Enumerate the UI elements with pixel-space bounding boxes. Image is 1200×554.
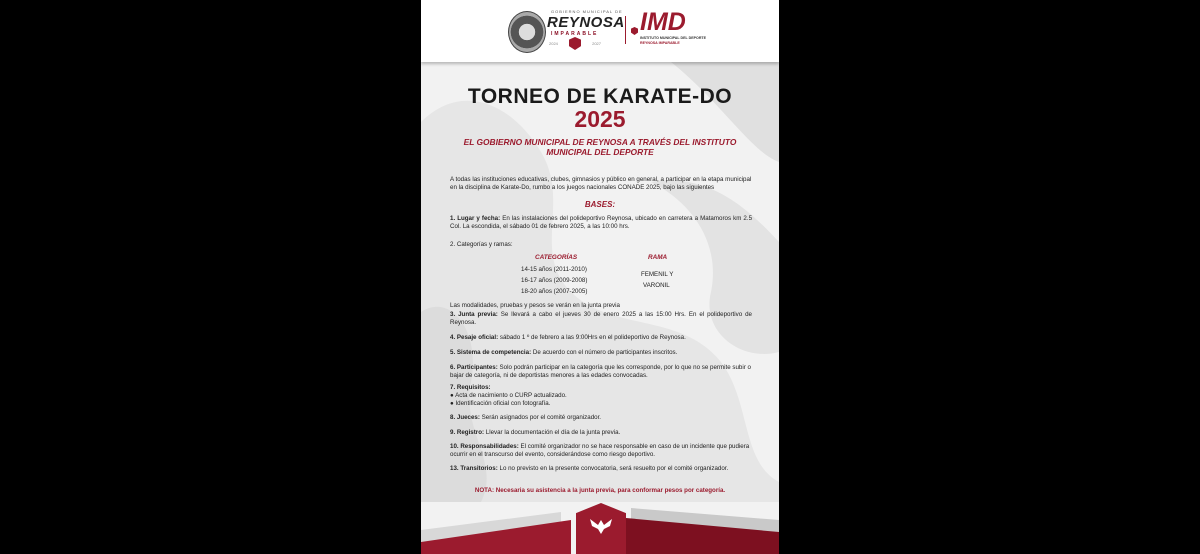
requisito-line: ● Identificación oficial con fotografía. xyxy=(450,399,551,407)
item-label: 10. Responsabilidades: xyxy=(450,443,519,450)
item-text: En las instalaciones del polideportivo Reynosa, ubicado en carretera a Matamoros km 2.5 Col. La escondida, el sábado 01 de febrero 2025, a las 10:00 hrs. xyxy=(450,215,753,230)
year-start: 2024 xyxy=(549,41,558,46)
item-label: 6. Participantes: xyxy=(450,364,498,371)
year-end: 2027 xyxy=(592,41,601,46)
item-text: Lo no previsto en la presente convocatoria, será resuelto por el comité organizador. xyxy=(497,465,729,472)
categoria-item: 18-20 años (2007-2005) xyxy=(521,288,588,295)
item-sistema xyxy=(450,349,752,357)
item-label: 5. Sistema de competencia: xyxy=(450,349,532,356)
municipal-seal-icon xyxy=(508,11,546,53)
item-text: Serán asignados por el comité organizador. xyxy=(479,414,602,421)
imd-logo-text: IMD xyxy=(640,8,686,36)
item-transitorios xyxy=(450,465,752,473)
item-pesaje xyxy=(450,334,752,342)
item-categorias: 2. Categorías y ramas: xyxy=(450,241,513,248)
imd-subtitle: INSTITUTO MUNICIPAL DEL DEPORTE xyxy=(640,36,707,40)
poster-year: 2025 xyxy=(574,106,626,132)
item-label: 9. Registro: xyxy=(450,429,485,436)
requisito-line: ● Acta de nacimiento o CURP actualizado. xyxy=(450,391,567,399)
item-label: 7. Requisitos: xyxy=(450,384,491,391)
poster-title: TORNEO DE KARATE-DO xyxy=(467,85,733,108)
imparable-text: IMPARABLE xyxy=(551,31,599,37)
categoria-item: 14-15 años (2011-2010) xyxy=(521,266,587,273)
imd-subtitle-2: REYNOSA IMPARABLE xyxy=(640,41,680,45)
rama-item: FEMENIL Y xyxy=(641,271,674,278)
header xyxy=(421,0,779,62)
item-text: De acuerdo con el número de participantes inscritos. xyxy=(531,349,678,356)
intro-paragraph: A todas las instituciones educativas, clubes, gimnasios y público en general, a participar en la etapa municipal en la disciplina de Karate-Do, rumbo a los juegos nacionales CONADE 2025, bajo las siguientes xyxy=(450,176,752,191)
item-label: 13. Transitorios: xyxy=(450,465,498,472)
item-text: Solo podrán participar en la categoría que les corresponde, por lo que no se permite subir o bajar de categoría, ni de deportistas menores a las edades convocadas. xyxy=(450,364,751,379)
item-text: Se llevará a cabo el jueves 30 de enero 2025 a las 15:00 Hrs. En el polideportivo de Reynosa. xyxy=(450,311,752,326)
nota-text: NOTA: Necesaria su asistencia a la junta previa, para conformar pesos por categoría. xyxy=(474,487,726,494)
item-junta-previa xyxy=(450,311,752,327)
item-label: 1. Lugar y fecha: xyxy=(450,215,501,222)
item-requisitos xyxy=(450,384,752,407)
item-lugar-fecha xyxy=(450,215,752,231)
item-jueces xyxy=(450,414,752,422)
logo-divider xyxy=(625,16,626,44)
rama-item: VARONIL xyxy=(643,282,670,289)
item-registro xyxy=(450,429,752,437)
poster-subtitle: EL GOBIERNO MUNICIPAL DE REYNOSA A TRAVÉS DEL INSTITUTO MUNICIPAL DEL DEPORTE xyxy=(463,137,737,157)
item-responsabilidades xyxy=(450,443,752,459)
categorias-header: CATEGORÍAS xyxy=(535,254,578,261)
poster xyxy=(421,0,779,554)
bases-heading: BASES: xyxy=(584,200,616,209)
item-text: Llevar la documentación el día de la junta previa. xyxy=(484,429,621,436)
reynosa-logo-text: REYNOSA xyxy=(547,14,625,31)
item-label: 8. Jueces: xyxy=(450,414,480,421)
rama-header: RAMA xyxy=(648,254,668,261)
item-participantes xyxy=(450,364,752,380)
imd-shield-icon xyxy=(631,27,638,35)
item-text: sábado 1 º de febrero a las 9:00Hrs en el polideportivo de Reynosa. xyxy=(498,334,686,341)
item-label: 4. Pesaje oficial: xyxy=(450,334,499,341)
modalidades-note: Las modalidades, pruebas y pesos se verán en la junta previa xyxy=(450,302,620,309)
item-label: 3. Junta previa: xyxy=(450,311,498,318)
reynosa-shield-icon xyxy=(569,37,581,50)
categoria-item: 16-17 años (2009-2008) xyxy=(521,277,588,284)
eagle-emblem-icon xyxy=(588,516,614,536)
item-text: El comité organizador no se hace responsable en caso de un incidente que pudiera ocurrir en el transcurso del evento, considerándose como riesgo deportivo. xyxy=(450,443,750,458)
poster-content xyxy=(421,0,779,554)
gobierno-label: GOBIERNO MUNICIPAL DE xyxy=(551,9,623,14)
